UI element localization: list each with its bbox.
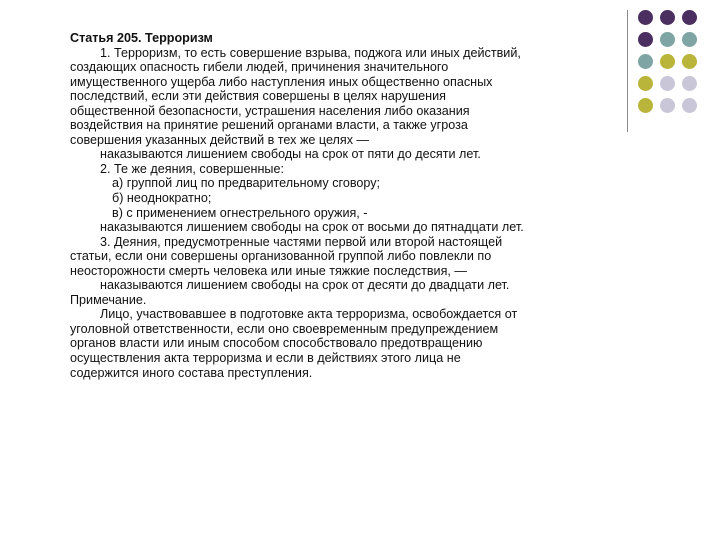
article-title: Статья 205. Терроризм — [70, 31, 213, 45]
article-line: осуществления акта терроризма и если в действиях этого лица не — [70, 351, 461, 366]
article-line: 2. Те же деяния, совершенные: — [100, 161, 284, 176]
article-line: статьи, если они совершены организованной группой либо повлекли по — [70, 249, 492, 264]
article-line: последствий, если эти действия совершены в целях нарушения — [70, 89, 446, 104]
decorative-dot — [682, 98, 697, 113]
decorative-dot — [660, 76, 675, 91]
article-line: уголовной ответственности, если оно своевременным предупреждением — [70, 321, 499, 336]
decorative-dot — [682, 32, 697, 47]
decorative-dot — [660, 10, 675, 25]
decorative-vertical-line — [627, 10, 628, 132]
article-line: неосторожности смерть человека или иные тяжкие последствия, — — [70, 263, 468, 278]
decorative-dot — [660, 32, 675, 47]
article-line: содержится иного состава преступления. — [70, 365, 313, 380]
article-line: Примечание. — [70, 292, 147, 307]
decorative-dot — [638, 10, 653, 25]
article-line: воздействия на принятие решений органами власти, а также угроза — [70, 118, 468, 133]
article-text — [70, 31, 615, 380]
article-line: общественной безопасности, устрашения населения либо оказания — [70, 103, 470, 118]
decorative-dot — [682, 54, 697, 69]
decorative-dot — [660, 54, 675, 69]
article-line: создающих опасность гибели людей, причинения значительного — [70, 60, 449, 75]
decorative-dot — [638, 32, 653, 47]
article-line: б) неоднократно; — [112, 191, 212, 206]
article-line: совершения указанных действий в тех же целях — — [70, 132, 370, 147]
article-line: Лицо, участвовавшее в подготовке акта терроризма, освобождается от — [100, 307, 518, 322]
decorative-dot — [638, 98, 653, 113]
article-line: наказываются лишением свободы на срок от восьми до пятнадцати лет. — [100, 220, 524, 235]
article-line: 3. Деяния, предусмотренные частями первой или второй настоящей — [100, 234, 503, 249]
article-line: наказываются лишением свободы на срок от десяти до двадцати лет. — [100, 278, 510, 293]
article-line: в) с применением огнестрельного оружия, - — [112, 205, 368, 220]
article-line: наказываются лишением свободы на срок от пяти до десяти лет. — [100, 147, 481, 162]
decorative-dot — [638, 76, 653, 91]
article-line: а) группой лиц по предварительному сговору; — [112, 176, 381, 191]
decorative-dot — [682, 76, 697, 91]
decorative-dot — [638, 54, 653, 69]
article-line: 1. Терроризм, то есть совершение взрыва, поджога или иных действий, — [100, 45, 521, 60]
article-line: органов власти или иным способом способствовало предотвращению — [70, 336, 483, 351]
decorative-dot — [660, 98, 675, 113]
decorative-dot — [682, 10, 697, 25]
decorative-dot-grid — [638, 10, 718, 120]
article-line: имущественного ущерба либо наступления иных общественно опасных — [70, 74, 493, 89]
article-body — [70, 46, 615, 381]
